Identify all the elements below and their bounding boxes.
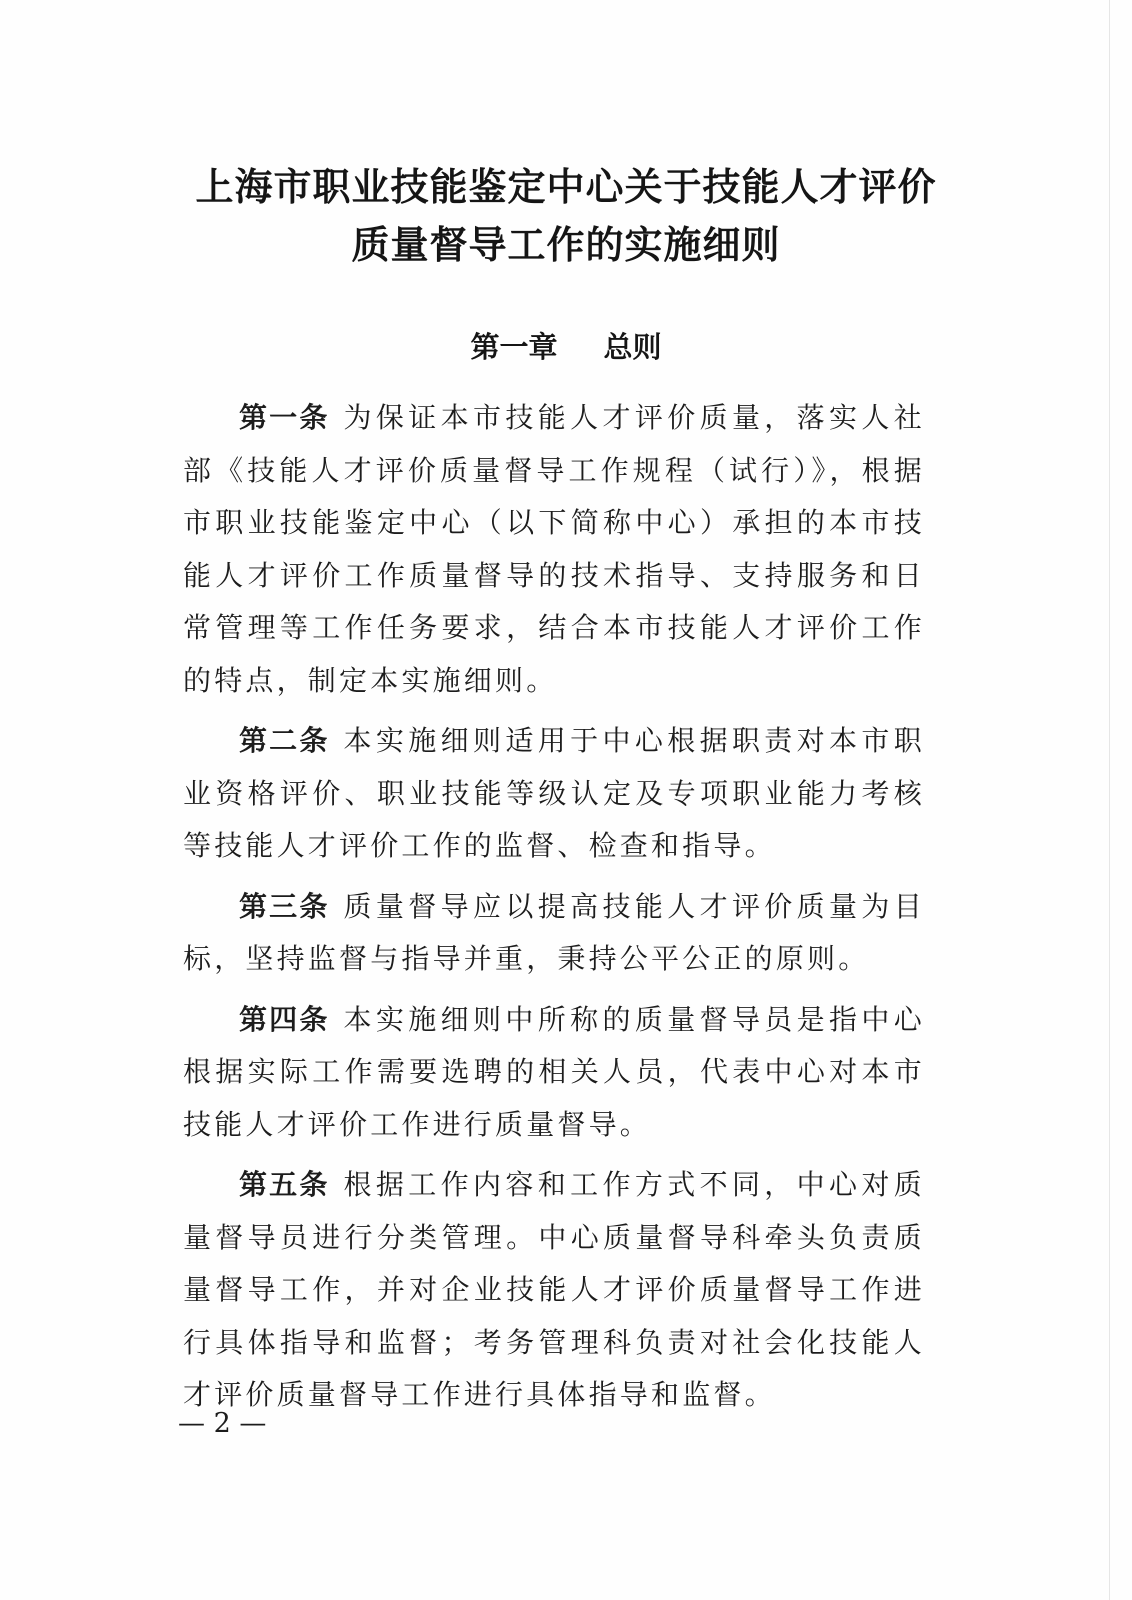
article-text: 为保证本市技能人才评价质量，落实人社部《技能人才评价质量督导工作规程（试行）》，根据市职业技能鉴定中心（以下简称中心）承担的本市技能人才评价工作质量督导的技术指导、支持服务和日常管理等工作任务要求，结合本市技能人才评价工作的特点，制定本实施细则。 [183,401,925,697]
document-title-line-2: 质量督导工作的实施细则 [351,223,781,267]
article-text: 本实施细则适用于中心根据职责对本市职业资格评价、职业技能等级认定及专项职业能力考核等技能人才评价工作的监督、检查和指导。 [183,724,925,862]
chapter-heading [0,327,1132,367]
chapter-number: 第一章 [470,330,558,364]
chapter-name: 总则 [603,330,662,364]
article-1 [183,392,925,707]
article-5 [183,1159,925,1422]
article-label: 第四条 [239,1002,330,1036]
article-label: 第一条 [239,401,330,434]
article-label: 第三条 [239,889,330,923]
article-text: 本实施细则中所称的质量督导员是指中心根据实际工作需要选聘的相关人员，代表中心对本市技能人才评价工作进行质量督导。 [183,1002,925,1141]
article-text: 根据工作内容和工作方式不同，中心对质量督导员进行分类管理。中心质量督导科牵头负责质量督导工作，并对企业技能人才评价质量督导工作进行具体指导和监督；考务管理科负责对社会化技能人才评价质量督导工作进行具体指导和监督。 [183,1168,925,1411]
document-title [0,158,1132,274]
article-3 [183,881,925,986]
article-4 [183,994,925,1152]
document-title-line-1: 上海市职业技能鉴定中心关于技能人才评价 [195,165,937,209]
article-text: 质量督导应以提高技能人才评价质量为目标，坚持监督与指导并重，秉持公平公正的原则。 [183,889,925,975]
article-2 [183,715,925,873]
document-body [183,392,925,1430]
page-number: — 2 — [178,1408,267,1439]
article-label: 第二条 [239,724,330,757]
article-label: 第五条 [239,1168,330,1201]
